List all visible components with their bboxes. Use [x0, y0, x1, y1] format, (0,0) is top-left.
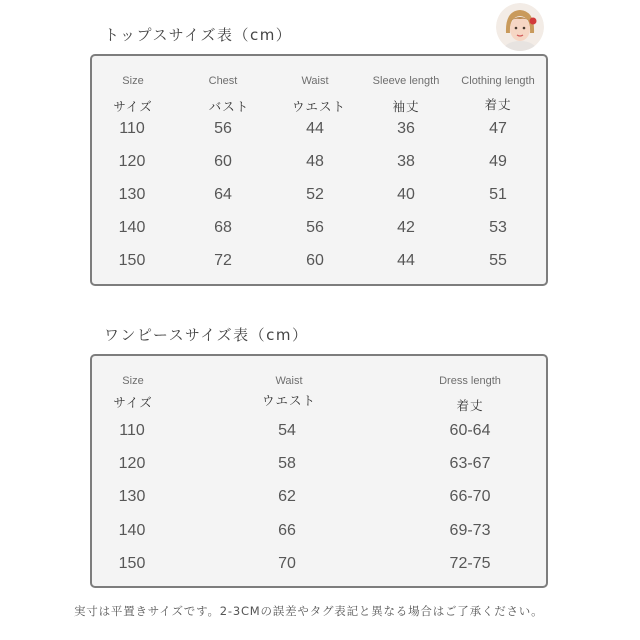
column-header-size-jp: サイズ: [113, 99, 153, 114]
table-cell: 56: [214, 120, 232, 137]
column-header-size-jp: サイズ: [113, 395, 153, 410]
table-cell: 72-75: [449, 555, 491, 572]
child-portrait-icon: [496, 3, 544, 51]
column-header-dress-length-en: Dress length: [439, 375, 501, 387]
column-header-clothing-length-jp: 着丈: [484, 97, 512, 112]
table-cell: 44: [397, 252, 415, 269]
table-cell: 150: [118, 555, 146, 572]
table-cell: 53: [489, 219, 507, 236]
table-cell: 130: [118, 186, 146, 203]
table-cell: 58: [278, 455, 296, 472]
table-cell: 140: [118, 219, 146, 236]
table-cell: 52: [306, 186, 324, 203]
tops-size-table-title: トップスサイズ表（cm）: [104, 26, 293, 44]
column-header-chest-jp: バスト: [208, 99, 250, 114]
column-header-waist-en: Waist: [301, 75, 329, 87]
table-cell: 120: [118, 153, 146, 170]
table-cell: 150: [118, 252, 146, 269]
table-cell: 60-64: [449, 422, 491, 439]
table-cell: 38: [397, 153, 415, 170]
column-header-waist-en: Waist: [275, 375, 303, 387]
table-cell: 51: [489, 186, 507, 203]
table-cell: 44: [306, 120, 324, 137]
column-header-dress-length-jp: 着丈: [456, 398, 484, 413]
table-cell: 66: [278, 522, 296, 539]
table-cell: 110: [119, 120, 145, 137]
table-cell: 66-70: [449, 488, 491, 505]
table-cell: 60: [306, 252, 324, 269]
table-cell: 130: [118, 488, 146, 505]
table-cell: 54: [278, 422, 296, 439]
table-cell: 140: [118, 522, 146, 539]
column-header-clothing-length-en: Clothing length: [461, 75, 535, 87]
table-cell: 55: [489, 252, 507, 269]
table-cell: 60: [214, 153, 232, 170]
column-header-sleeve-length-en: Sleeve length: [372, 75, 440, 87]
measurement-note: 実寸は平置きサイズです。2-3CMの誤差やタグ表記と異なる場合はご了承ください。: [74, 604, 544, 618]
table-cell: 47: [489, 120, 507, 137]
table-cell: 69-73: [449, 522, 491, 539]
table-cell: 42: [397, 219, 415, 236]
column-header-chest-en: Chest: [208, 75, 238, 87]
column-header-size-en: Size: [122, 75, 144, 87]
table-cell: 120: [118, 455, 146, 472]
column-header-waist-jp: ウエスト: [261, 393, 317, 408]
table-cell: 110: [119, 422, 145, 439]
column-header-size-en: Size: [122, 375, 144, 387]
table-cell: 63-67: [449, 455, 491, 472]
table-cell: 70: [278, 555, 296, 572]
onepiece-size-table: [90, 354, 548, 588]
table-cell: 72: [214, 252, 232, 269]
table-cell: 68: [214, 219, 232, 236]
table-cell: 62: [278, 488, 296, 505]
table-cell: 40: [397, 186, 415, 203]
column-header-sleeve-length-jp: 袖丈: [392, 99, 420, 114]
onepiece-size-table-title: ワンピースサイズ表（cm）: [104, 326, 309, 344]
table-cell: 48: [306, 153, 324, 170]
table-cell: 64: [214, 186, 232, 203]
table-cell: 56: [306, 219, 324, 236]
column-header-waist-jp: ウエスト: [291, 99, 347, 114]
tops-size-table: [90, 54, 548, 286]
table-cell: 49: [489, 153, 507, 170]
table-cell: 36: [397, 120, 415, 137]
